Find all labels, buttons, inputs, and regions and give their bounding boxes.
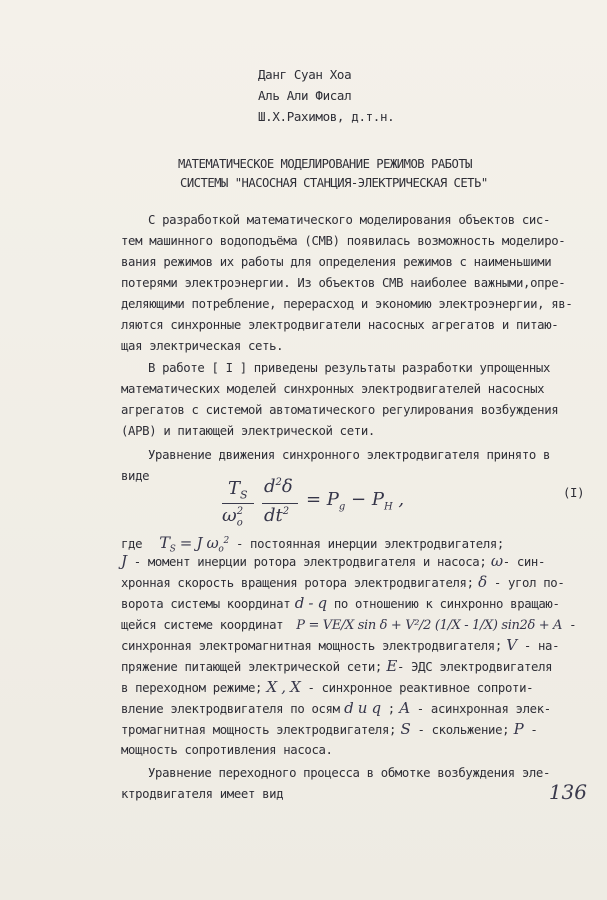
text-line: - асинхронная элек-: [409, 702, 551, 716]
symbol: δ: [473, 573, 487, 591]
text-line: -: [569, 618, 577, 632]
symbol: = J ω: [175, 534, 219, 553]
eq-rhs-sub1: g: [338, 501, 346, 513]
text-line: ляются синхронные электродвигатели насосных агрегатов и питаю-: [121, 318, 559, 332]
text-line: - постоянная инерции электродвигателя;: [235, 537, 504, 552]
author-3: Ш.Х.Рахимов, д.т.н.: [258, 109, 395, 124]
eq-num1-sub: S: [240, 488, 248, 502]
symbol-sub: S: [169, 544, 176, 555]
text-line: В работе [ I ] приведены результаты разработки упрощенных: [148, 361, 551, 375]
power-formula: P = VE/X sin δ + V²/2 (1/X - 1/X) sin2δ + A: [296, 618, 563, 633]
text-line: щая электрическая сеть.: [121, 339, 284, 353]
symbol: d - q: [290, 594, 327, 612]
text-line: - ЭДС электродвигателя: [397, 660, 553, 674]
text-line: ворота системы координат: [121, 597, 291, 611]
text-line: Уравнение движения синхронного электродвигателя принято в: [148, 448, 551, 462]
text-line: С разработкой математического моделирования объектов сис-: [148, 213, 551, 227]
eq-num2: d: [264, 476, 276, 497]
text-line: синхронная электромагнитная мощность электродвигателя;: [121, 639, 502, 653]
text-line: агрегатов с системой автоматического регулирования возбуждения: [121, 403, 559, 417]
symbol-sup: 2: [223, 536, 229, 546]
symbol: V: [501, 636, 517, 654]
eq-den1-sup: 2: [236, 506, 244, 517]
text-line: где: [121, 537, 143, 552]
equation-number: (I): [563, 486, 585, 500]
text-line: - синхронное реактивное сопроти-: [300, 681, 534, 695]
text-line: потерями электроэнергии. Из объектов СМВ наиболее важными,опре-: [121, 276, 566, 290]
text-line: вания режимов их работы для определения режимов с наименьшими: [121, 255, 552, 269]
eq-den1-sub: o: [236, 517, 243, 529]
text-line: пряжение питающей электрической сети;: [121, 660, 382, 674]
symbol-sub: o: [218, 544, 224, 555]
eq-num2-sup: 2: [275, 477, 282, 488]
text-line: - син-: [502, 555, 546, 569]
text-line: ;: [380, 702, 395, 716]
eq-rhs-mid: − P: [345, 489, 384, 510]
eq-den2: dt: [264, 505, 283, 526]
text-line: виде: [121, 469, 150, 483]
eq-rhs-sub2: H: [383, 501, 393, 513]
text-line: - на-: [516, 639, 560, 653]
text-line: мощность сопротивления насоса.: [121, 743, 333, 757]
author-2: Аль Али Фисал: [258, 88, 352, 103]
text-line: в переходном режиме;: [121, 681, 263, 695]
eq-num2-tail: δ: [281, 476, 293, 497]
text-line: щейся системе координат: [121, 618, 284, 632]
eq-den2-sup: 2: [282, 506, 290, 517]
text-line: Уравнение переходного процесса в обмотке возбуждения эле-: [148, 766, 551, 780]
title-line-2: СИСТЕМЫ "НАСОСНАЯ СТАНЦИЯ-ЭЛЕКТРИЧЕСКАЯ СЕТЬ": [180, 176, 488, 190]
text-line: тем машинного водоподъёма (СМВ) появилась возможность моделиро-: [121, 234, 566, 248]
text-line: - момент инерции ротора электродвигателя и насоса;: [126, 555, 487, 569]
text-line: (АРВ) и питающей электрической сети.: [121, 424, 375, 438]
eq-rhs-end: ,: [392, 489, 405, 510]
text-line: хронная скорость вращения ротора электродвигателя;: [121, 576, 474, 590]
fraction-bar: [262, 503, 298, 504]
text-line: вление электродвигателя по осям: [121, 702, 340, 716]
symbol: J: [121, 552, 127, 570]
eq-num1: T: [228, 478, 241, 499]
symbol: T: [159, 533, 170, 553]
author-1: Данг Суан Хоа: [258, 67, 352, 82]
text-line: тромагнитная мощность электродвигателя;: [121, 723, 397, 737]
eq-den1: ω: [222, 505, 237, 526]
title-line-1: МАТЕМАТИЧЕСКОЕ МОДЕЛИРОВАНИЕ РЕЖИМОВ РАБОТЫ: [178, 157, 473, 171]
text-line: - скольжение;: [410, 723, 510, 737]
text-line: математических моделей синхронных электродвигателей насосных: [121, 382, 545, 396]
symbol: P: [509, 720, 524, 738]
text-line: -: [523, 723, 538, 737]
text-line: по отношению к синхронно вращаю-: [326, 597, 560, 611]
text-line: - угол по-: [486, 576, 565, 590]
symbol: S: [396, 720, 411, 738]
text-line: деляющими потребление, перерасход и экономию электроэнергии, яв-: [121, 297, 573, 311]
symbol: E: [381, 657, 398, 675]
text-line: ктродвигателя имеет вид: [121, 787, 284, 801]
page-number: 136: [548, 780, 587, 804]
symbol: A: [394, 699, 410, 717]
symbol: X , X: [262, 678, 301, 696]
fraction-bar: [222, 503, 254, 504]
symbol: d и q: [339, 699, 381, 717]
symbol: ω: [486, 552, 503, 570]
eq-rhs: = P: [306, 489, 339, 510]
